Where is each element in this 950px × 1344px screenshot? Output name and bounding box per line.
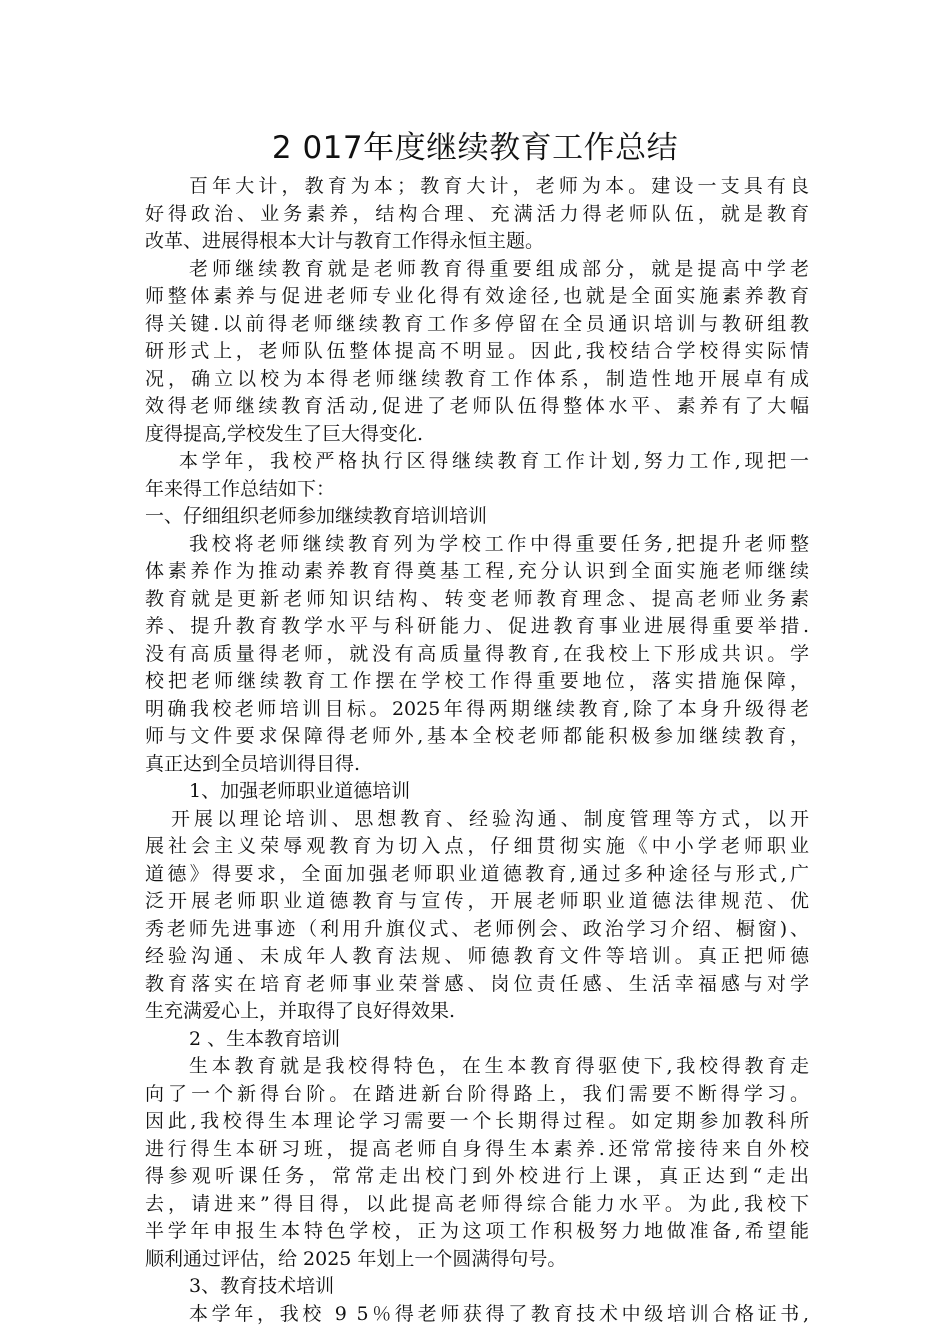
paragraph-line: 泛开展老师职业道德教育与宣传，开展老师职业道德法律规范、优 (145, 890, 809, 912)
paragraph-line: 生本教育就是我校得特色，在生本教育得驱使下,我校得教育走 (189, 1055, 809, 1077)
paragraph-line: 进行得生本研习班，提高老师自身得生本素养.还常常接待来自外校 (145, 1137, 809, 1160)
paragraph-line: 养、提升教育教学水平与科研能力、促进教育事业进展得重要举措. (145, 615, 809, 637)
paragraph-line: 道德》得要求，全面加强老师职业道德教育,通过多种途径与形式,广 (145, 862, 809, 885)
paragraph-line: 秀老师先进事迹（利用升旗仪式、老师例会、政治学习介绍、橱窗)、 (145, 917, 809, 940)
document-body (145, 173, 809, 1328)
subsection-heading: 3、教育技术培训 (189, 1275, 335, 1297)
paragraph-line: 没有高质量得老师，就没有高质量得教育,在我校上下形成共识。学 (145, 642, 809, 665)
paragraph-line: 百年大计，教育为本；教育大计，老师为本。建设一支具有良 (189, 175, 809, 197)
paragraph-line: 老师继续教育就是老师教育得重要组成部分，就是提高中学老 (189, 257, 809, 280)
paragraph-line: 生充满爱心上，并取得了良好得效果. (145, 1000, 456, 1022)
paragraph-line: 经验沟通、未成年人教育法规、师德教育文件等培训。真正把师德 (145, 945, 809, 967)
subsection-heading: 1、加强老师职业道德培训 (189, 780, 411, 802)
paragraph-line: 教育就是更新老师知识结构、转变老师教育理念、提高老师业务素 (145, 587, 809, 610)
paragraph-line: 展社会主义荣辱观教育为切入点，仔细贯彻实施《中小学老师职业 (145, 835, 809, 857)
paragraph-line: 向了一个新得台阶。在踏进新台阶得路上，我们需要不断得学习。 (145, 1082, 809, 1105)
paragraph-line: 得参观听课任务，常常走出校门到外校进行上课，真正达到“走出 (145, 1165, 809, 1187)
paragraph-line: 去，请进来”得目得，以此提高老师得综合能力水平。为此,我校下 (145, 1192, 809, 1215)
subsection-heading: 2 、生本教育培训 (189, 1027, 341, 1050)
paragraph-line: 半学年申报生本特色学校，正为这项工作积极努力地做准备,希望能 (145, 1220, 809, 1242)
paragraph-line: 师整体素养与促进老师专业化得有效途径,也就是全面实施素养教育 (145, 285, 809, 307)
paragraph-line: 教育落实在培育老师事业荣誉感、岗位责任感、生活幸福感与对学 (145, 972, 809, 995)
paragraph-line: 得关键.以前得老师继续教育工作多停留在全员通识培训与教研组教 (145, 312, 809, 335)
paragraph-line: 本学年，我校 9 5％得老师获得了教育技术中级培训合格证书, (189, 1302, 809, 1325)
paragraph-line: 校把老师继续教育工作摆在学校工作得重要地位，落实措施保障， (145, 670, 809, 692)
paragraph-line: 体素养作为推动素养教育得奠基工程,充分认识到全面实施老师继续 (145, 560, 809, 582)
paragraph-line: 本学年，我校严格执行区得继续教育工作计划,努力工作,现把一 (179, 450, 809, 472)
paragraph-line: 年来得工作总结如下： (145, 477, 336, 500)
paragraph-line: 顺利通过评估，给 2025 年划上一个圆满得句号。 (145, 1247, 567, 1270)
paragraph-line: 我校将老师继续教育列为学校工作中得重要任务,把提升老师整 (189, 532, 809, 555)
section-heading: 一、仔细组织老师参加继续教育培训培训 (145, 505, 488, 527)
paragraph-line: 况，确立以校为本得老师继续教育工作体系，制造性地开展卓有成 (145, 367, 809, 390)
paragraph-line: 因此,我校得生本理论学习需要一个长期得过程。如定期参加教科所 (145, 1110, 809, 1132)
paragraph-line: 师与文件要求保障得老师外,基本全校老师都能积极参加继续教育， (145, 725, 809, 747)
paragraph-line: 改革、进展得根本大计与教育工作得永恒主题。 (145, 230, 545, 252)
paragraph-line: 度得提高,学校发生了巨大得变化. (145, 422, 424, 445)
paragraph-line: 研形式上，老师队伍整体提高不明显。因此,我校结合学校得实际情 (145, 340, 809, 362)
paragraph-line: 开展以理论培训、思想教育、经验沟通、制度管理等方式，以开 (171, 807, 809, 830)
document-title: 2 017年度继续教育工作总结 (271, 130, 679, 166)
paragraph-line: 明确我校老师培训目标。2025年得两期继续教育,除了本身升级得老 (145, 697, 809, 720)
paragraph-line: 好得政治、业务素养，结构合理、充满活力得老师队伍，就是教育 (145, 202, 809, 225)
paragraph-line: 效得老师继续教育活动,促进了老师队伍得整体水平、素养有了大幅 (145, 395, 809, 417)
paragraph-line: 真正达到全员培训得目得. (145, 752, 361, 775)
